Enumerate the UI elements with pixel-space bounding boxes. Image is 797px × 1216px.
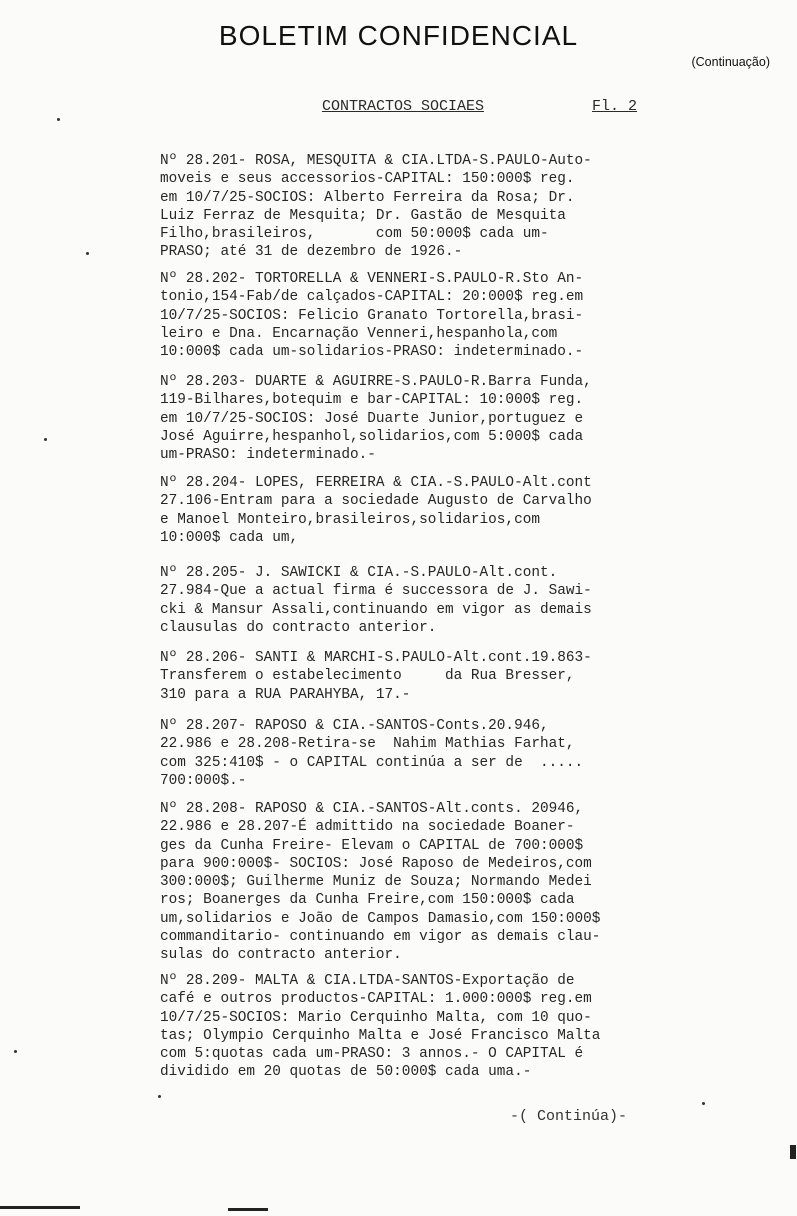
entry-block [160,564,690,637]
sheet-number: Fl. 2 [592,98,638,115]
entry-line: para 900:000$- SOCIOS: José Raposo de Medeiros,com [160,855,592,872]
entry-line: 27.106-Entram para a sociedade Augusto de Carvalho [160,493,592,510]
section-title: CONTRACTOS SOCIAES [322,98,485,115]
entry-line: ges da Cunha Freire- Elevam o CAPITAL de 700:000$ [160,837,584,854]
entry-line: cki & Mansur Assali,continuando em vigor as demais [160,601,592,618]
entry-block [160,972,690,1082]
entry-line: tas; Olympio Cerquinho Malta e José Francisco Malta [160,1027,601,1044]
entry-line: moveis e seus accessorios-CAPITAL: 150:000$ reg. [160,171,575,188]
entry-line: 27.984-Que a actual firma é successora de J. Sawi- [160,583,592,600]
entry-line: 10:000$ cada um-solidarios-PRASO: indeterminado.- [160,344,584,361]
entry-line: leiro e Dna. Encarnação Venneri,hespanhola,com [160,325,558,342]
entry-block [160,270,690,361]
entry-line: 310 para a RUA PARAHYBA, 17.- [160,686,411,703]
entry-line: café e outros productos-CAPITAL: 1.000:000$ reg.em [160,991,592,1008]
scan-corner-mark [790,1145,796,1159]
entry-block [160,152,690,262]
entry-line: um-PRASO: indeterminado.- [160,447,376,464]
entry-line: 22.986 e 28.208-Retira-se Nahim Mathias Farhat, [160,736,575,753]
scan-dot [14,1050,17,1053]
entry-line: e Manoel Monteiro,brasileiros,solidarios,com [160,511,540,528]
entry-line: Nº 28.201- ROSA, MESQUITA & CIA.LTDA-S.PAULO-Auto- [160,153,592,169]
continuation-note: (Continuação) [691,55,770,69]
entry-block [160,649,690,704]
entry-line: tonio,154-Fab/de calçados-CAPITAL: 20:000$ reg.em [160,289,584,306]
page-title: BOLETIM CONFIDENCIAL [218,20,579,51]
entry-line: Nº 28.209- MALTA & CIA.LTDA-SANTOS-Exportação de [160,973,575,989]
scan-edge-mark [0,1206,80,1209]
entry-line: em 10/7/25-SOCIOS: José Duarte Junior,portuguez e [160,410,584,427]
entry-line: com 5:quotas cada um-PRASO: 3 annos.- O CAPITAL é [160,1046,584,1063]
entry-line: com 325:410$ - o CAPITAL continúa a ser de ..... [160,754,584,771]
entry-line: clausulas do contracto anterior. [160,619,437,636]
entry-block [160,717,690,790]
entry-line: Nº 28.206- SANTI & MARCHI-S.PAULO-Alt.cont.19.863- [160,650,592,666]
entry-line: um,solidarios e João de Campos Damasio,com 150:000$ [160,910,601,927]
entry-line: sulas do contracto anterior. [160,947,402,964]
scan-dot [44,438,47,441]
entry-line: 119-Bilhares,botequim e bar-CAPITAL: 10:000$ reg. [160,392,584,409]
entry-line: dividido em 20 quotas de 50:000$ cada uma.- [160,1064,532,1081]
entry-line: 700:000$.- [160,772,247,789]
entry-block [160,474,690,547]
entry-line: Nº 28.207- RAPOSO & CIA.-SANTOS-Conts.20.946, [160,718,549,734]
entry-line: ros; Boanerges da Cunha Freire,com 150:000$ cada [160,892,575,909]
entry-line: Nº 28.204- LOPES, FERREIRA & CIA.-S.PAULO-Alt.cont [160,475,592,491]
entry-line: em 10/7/25-SOCIOS: Alberto Ferreira da Rosa; Dr. [160,189,575,206]
scan-dot [702,1102,705,1105]
entry-line: 300:000$; Guilherme Muniz de Souza; Normando Medei [160,874,592,891]
scan-dot [158,1095,161,1098]
entry-block [160,373,690,464]
scan-dot [57,118,60,121]
entry-line: Filho,brasileiros, com 50:000$ cada um- [160,226,549,243]
entry-line: 10/7/25-SOCIOS: Felicio Granato Tortorella,brasi- [160,307,584,324]
scan-dot [86,252,89,255]
entry-line: 10:000$ cada um, [160,529,299,546]
entry-line: José Aguirre,hespanhol,solidarios,com 5:000$ cada [160,428,584,445]
entry-block [160,800,690,965]
entry-line: Luiz Ferraz de Mesquita; Dr. Gastão de Mesquita [160,207,566,224]
entry-line: Nº 28.208- RAPOSO & CIA.-SANTOS-Alt.conts. 20946, [160,801,584,817]
continua-footer: -( Continúa)- [510,1108,628,1125]
entry-line: PRASO; até 31 de dezembro de 1926.- [160,244,463,261]
entry-line: Nº 28.202- TORTORELLA & VENNERI-S.PAULO-R.Sto An- [160,271,584,287]
entry-line: Transferem o estabelecimento da Rua Bresser, [160,668,575,685]
entry-line: commanditario- continuando em vigor as demais clau- [160,929,601,946]
entry-line: 22.986 e 28.207-É admittido na sociedade Boaner- [160,819,575,836]
scan-edge-mark [228,1208,268,1211]
entry-line: Nº 28.203- DUARTE & AGUIRRE-S.PAULO-R.Barra Funda, [160,374,592,390]
entry-line: Nº 28.205- J. SAWICKI & CIA.-S.PAULO-Alt.cont. [160,565,558,581]
entry-line: 10/7/25-SOCIOS: Mario Cerquinho Malta, com 10 quo- [160,1009,592,1026]
